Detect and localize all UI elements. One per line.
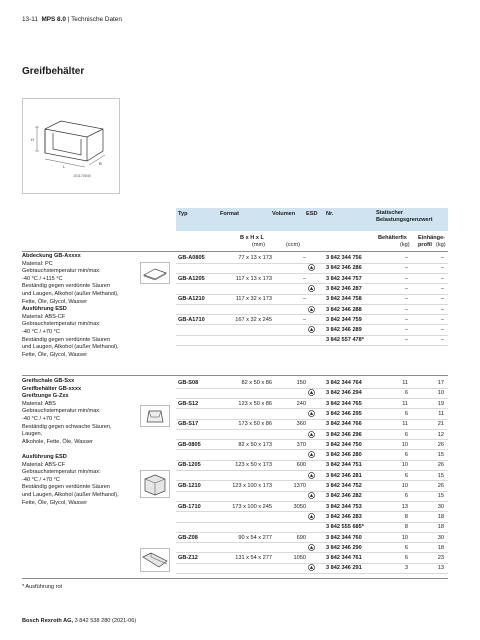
table-row [176, 543, 448, 553]
cell-einhaengeprofil: 18 [437, 513, 444, 520]
cell-nr: 3 842 344 766 [326, 421, 362, 428]
table-row [176, 553, 448, 563]
cell-einhaengeprofil: 26 [437, 462, 444, 469]
cell-typ: GB-0805 [178, 441, 201, 448]
tongue-thumbnail [140, 548, 170, 572]
description-line: Beständig gegen schwache Säuren, [22, 423, 112, 430]
cell-nr: 3 842 346 295 [326, 410, 362, 417]
description-line: -40 °C / +115 °C [22, 275, 63, 282]
cell-format: 167 x 32 x 245 [235, 316, 272, 323]
cell-nr: 3 842 346 281 [326, 472, 362, 479]
description-line: Material: ABS [22, 400, 56, 407]
cell-typ: GB-S12 [178, 400, 199, 407]
cell-format: 77 x 13 x 173 [238, 255, 272, 261]
table-row [176, 253, 448, 263]
cell-typ: GB-S08 [178, 380, 199, 386]
cell-volumen: 1370 [293, 483, 306, 489]
col-kg1: (kg) [400, 242, 410, 248]
cell-einhaengeprofil: 30 [437, 534, 444, 541]
cell-nr: 3 842 344 750 [326, 441, 362, 448]
col-format: Format [220, 211, 239, 217]
cell-typ: GB-Z12 [178, 555, 198, 562]
cell-typ: GB-1710 [178, 503, 201, 510]
cell-behaelterfix: 11 [402, 400, 408, 407]
description-line: Material: ABS-CF [22, 313, 66, 320]
table-row [176, 450, 448, 460]
svg-text:B: B [99, 161, 102, 166]
col-typ: Typ [178, 211, 188, 217]
description-line: Beständig gegen verdünnte Säuren [22, 336, 111, 343]
description-line: und Laugen, Alkohol (außer Methanol), [22, 491, 119, 498]
cell-einhaengeprofil: 15 [437, 493, 444, 500]
cell-einhaengeprofil: – [440, 296, 444, 303]
table-row [176, 274, 448, 284]
cell-behaelterfix: 6 [404, 493, 408, 500]
cell-einhaengeprofil: – [440, 327, 444, 334]
cell-nr: 3 842 344 758 [326, 296, 362, 303]
cell-volumen: 360 [296, 421, 306, 428]
description-line: -40 °C / +70 °C [22, 415, 60, 422]
table-row [176, 335, 448, 345]
cell-volumen: 3050 [293, 503, 306, 510]
cell-behaelterfix: 8 [404, 524, 408, 531]
table-row [176, 502, 448, 512]
table-row [176, 471, 448, 481]
cell-format: 123 x 50 x 86 [238, 400, 272, 407]
cell-format: 82 x 50 x 173 [238, 441, 272, 448]
cell-volumen: 1050 [293, 555, 306, 562]
cell-behaelterfix: 10 [401, 462, 408, 469]
cell-format: 90 x 54 x 277 [238, 534, 272, 541]
description-line: Ausführung ESD [22, 453, 67, 460]
cell-nr: 3 842 344 759 [326, 316, 362, 323]
description-line: Fette, Öle, Glycol, Wasser [22, 351, 88, 358]
cell-format: 173 x 50 x 86 [238, 421, 272, 428]
cell-nr: 3 842 344 761 [326, 555, 362, 562]
figure-caption: 101170640 [73, 174, 91, 178]
table-row [176, 512, 448, 522]
cell-format: 123 x 50 x 173 [235, 462, 272, 469]
cell-nr: 3 842 344 765 [326, 400, 362, 407]
cell-behaelterfix: – [404, 316, 408, 323]
product-name: MPS 8.0 [41, 16, 66, 23]
cell-behaelterfix: 6 [404, 390, 408, 397]
cell-einhaengeprofil: 19 [437, 400, 444, 407]
cell-typ: GB-1205 [178, 462, 201, 469]
col-static-load: Statischer Belastungsgrenzwert [376, 210, 433, 224]
cell-volumen: 600 [296, 462, 306, 469]
table-row [176, 430, 448, 440]
description-line: Greifbehälter GB-xxxx [22, 385, 82, 392]
col-profil: profil [418, 242, 432, 248]
cell-einhaengeprofil: 17 [437, 380, 444, 386]
cell-nr: 3 842 346 287 [326, 285, 362, 292]
cell-einhaengeprofil: – [440, 337, 444, 344]
cell-behaelterfix: – [404, 296, 408, 303]
cell-nr: 3 842 346 296 [326, 431, 362, 438]
group-description-bins [22, 378, 158, 507]
table-row [176, 440, 448, 450]
description-line: Fette, Öle, Glycol, Wasser [22, 499, 88, 506]
description-line: Gebrauchstemperatur min/max: [22, 408, 101, 415]
cover-icon [141, 263, 169, 283]
table-row [176, 399, 448, 409]
cell-volumen: 690 [296, 534, 306, 541]
cell-einhaengeprofil: – [440, 255, 444, 261]
cell-behaelterfix: 6 [404, 431, 408, 438]
description-line: Alkohole, Fette, Öle, Wasser [22, 438, 93, 445]
cell-behaelterfix: – [404, 337, 408, 344]
cell-behaelterfix: 6 [404, 452, 408, 459]
cell-einhaengeprofil: 18 [437, 524, 444, 531]
cell-einhaengeprofil: 13 [437, 565, 444, 572]
page-number: 13-11 [22, 16, 38, 23]
cell-nr: 3 842 344 760 [326, 534, 362, 541]
cell-behaelterfix: – [404, 285, 408, 292]
cell-einhaengeprofil: – [440, 265, 444, 272]
cell-einhaengeprofil: 21 [437, 421, 444, 428]
cell-behaelterfix: 6 [404, 555, 408, 562]
cell-einhaengeprofil: 23 [437, 555, 444, 562]
group-divider [22, 578, 448, 579]
cell-format: 131 x 54 x 277 [235, 555, 272, 562]
cell-format: 117 x 32 x 173 [235, 296, 272, 303]
cell-einhaengeprofil: 12 [437, 431, 444, 438]
description-line: Greifzunge G-Zxx [22, 393, 69, 400]
cell-einhaengeprofil: 30 [437, 503, 444, 510]
group-description-covers [22, 253, 158, 359]
cell-behaelterfix: – [404, 306, 408, 313]
header-separator: | [67, 16, 70, 23]
cell-volumen: – [302, 316, 306, 323]
cell-nr: 3 842 344 753 [326, 503, 362, 510]
description-line: und Laugen, Alkohol (außer Methanol), [22, 344, 119, 351]
description-line: Material: ABS-CF [22, 461, 66, 468]
bin-thumbnail [140, 470, 170, 498]
cell-behaelterfix: – [404, 255, 408, 261]
col-esd: ESD [306, 211, 318, 217]
cell-behaelterfix: 8 [404, 513, 408, 520]
cell-einhaengeprofil: – [440, 275, 444, 282]
col-kg2: (kg) [436, 242, 446, 248]
page-title: Greifbehälter [22, 66, 85, 77]
description-line: -40 °C / +70 °C [22, 476, 60, 483]
cell-behaelterfix: 11 [402, 380, 408, 386]
cell-behaelterfix: – [404, 327, 408, 334]
table-row [176, 563, 448, 573]
description-line: Gebrauchstemperatur min/max: [22, 321, 101, 328]
cell-nr: 3 842 344 756 [326, 255, 362, 261]
cell-behaelterfix: 6 [404, 472, 408, 479]
cell-volumen: – [302, 255, 306, 261]
cell-einhaengeprofil: – [440, 285, 444, 292]
cell-typ: GB-1210 [178, 483, 201, 489]
table-row [176, 388, 448, 398]
cell-volumen: 370 [296, 441, 306, 448]
cell-volumen: – [302, 296, 306, 303]
col-volumen: Volumen [272, 211, 296, 217]
col-mm: (mm) [252, 242, 266, 248]
cell-behaelterfix: 3 [404, 565, 408, 572]
cell-nr: 3 842 346 286 [326, 265, 362, 272]
footer-company: Bosch Rexroth AG, [22, 618, 74, 624]
cell-typ: GB-A1710 [178, 316, 205, 323]
description-line: Material: PC [22, 260, 53, 267]
cell-behaelterfix: – [404, 265, 408, 272]
cell-nr: 3 842 346 280 [326, 452, 362, 459]
cell-nr: 3 842 344 751 [326, 462, 362, 469]
group-divider [22, 375, 448, 376]
cell-typ: GB-A1205 [178, 275, 205, 282]
description-line: Gebrauchstemperatur min/max: [22, 268, 101, 275]
cell-nr: 3 842 557 478* [326, 337, 364, 344]
cell-behaelterfix: – [404, 275, 408, 282]
cell-format: 82 x 50 x 86 [241, 380, 272, 386]
description-line: Abdeckung GB-Axxxx [22, 253, 81, 259]
cell-nr: 3 842 344 757 [326, 275, 362, 282]
cell-nr: 3 842 346 282 [326, 493, 362, 500]
cell-einhaengeprofil: 11 [438, 410, 444, 417]
table-row [176, 522, 448, 532]
description-line: und Laugen, Alkohol (außer Methanol), [22, 290, 119, 297]
cell-behaelterfix: 10 [401, 441, 408, 448]
cell-behaelterfix: 13 [401, 503, 408, 510]
description-line: Greifschale GB-Sxx [22, 378, 75, 384]
description-line: Ausführung ESD [22, 306, 67, 313]
table-row [176, 491, 448, 501]
cell-einhaengeprofil: – [440, 316, 444, 323]
footnote: * Ausführung rot [22, 584, 63, 590]
footer-doc: 3 842 538 280 (2021-06) [74, 618, 137, 624]
cell-nr: 3 842 555 685* [326, 524, 364, 531]
description-line: Fette, Öle, Glycol, Wasser [22, 298, 88, 305]
cell-behaelterfix: 10 [401, 534, 408, 541]
table-row [176, 378, 448, 388]
table-row [176, 263, 448, 273]
cell-einhaengeprofil: 26 [437, 483, 444, 489]
cell-typ: GB-A0805 [178, 255, 205, 261]
cell-nr: 3 842 344 752 [326, 483, 362, 489]
cell-einhaengeprofil: – [440, 306, 444, 313]
cell-nr: 3 842 346 290 [326, 544, 362, 551]
svg-text:H: H [31, 137, 34, 142]
row-divider [176, 345, 448, 346]
cell-nr: 3 842 344 764 [326, 380, 362, 386]
cell-typ: GB-A1210 [178, 296, 205, 303]
col-behaelterfix: Behälterfix [378, 235, 407, 241]
cell-nr: 3 842 346 291 [326, 565, 362, 572]
cell-nr: 3 842 346 289 [326, 327, 362, 334]
cell-einhaengeprofil: 15 [437, 472, 444, 479]
row-divider [176, 573, 448, 574]
cell-behaelterfix: 10 [401, 483, 408, 489]
cell-typ: GB-Z08 [178, 534, 198, 541]
cell-format: 173 x 100 x 245 [232, 503, 272, 510]
col-ccm: (ccm) [286, 242, 300, 248]
page-footer [22, 618, 136, 624]
cell-format: 123 x 100 x 173 [232, 483, 272, 489]
table-row [176, 419, 448, 429]
product-figure [22, 98, 120, 194]
description-line: Laugen, [22, 431, 43, 438]
col-bhl: B x H x L [240, 235, 264, 241]
cell-behaelterfix: 6 [404, 410, 408, 417]
description-line: Gebrauchstemperatur min/max: [22, 469, 101, 476]
section-name: Technische Daten [71, 16, 122, 23]
table-row [176, 533, 448, 543]
table-row [176, 315, 448, 325]
svg-text:L: L [63, 164, 66, 169]
tray-thumbnail [140, 405, 170, 427]
page-header [22, 16, 122, 23]
bin-drawing-icon [23, 99, 121, 195]
table-row [176, 481, 448, 491]
description-line: -40 °C / +70 °C [22, 328, 60, 335]
table-row [176, 409, 448, 419]
col-nr: Nr. [326, 211, 334, 217]
description-line [22, 446, 158, 454]
col-einhaenge: Einhänge- [418, 235, 446, 241]
bin-icon [141, 471, 169, 497]
cell-behaelterfix: 6 [404, 544, 408, 551]
cell-format: 117 x 13 x 173 [235, 275, 272, 282]
cell-nr: 3 842 346 283 [326, 513, 362, 520]
cell-volumen: 150 [296, 380, 306, 386]
description-line: Beständig gegen verdünnte Säuren [22, 283, 111, 290]
cell-nr: 3 842 346 294 [326, 390, 362, 397]
group-divider [22, 251, 448, 252]
description-line: Beständig gegen verdünnte Säuren [22, 484, 111, 491]
table-row [176, 325, 448, 335]
cell-einhaengeprofil: 26 [437, 441, 444, 448]
tray-icon [141, 406, 169, 426]
cell-volumen: 240 [296, 400, 306, 407]
tongue-icon [141, 549, 169, 571]
cell-typ: GB-S17 [178, 421, 199, 428]
cell-behaelterfix: 11 [402, 421, 408, 428]
cell-einhaengeprofil: 18 [437, 544, 444, 551]
table-row [176, 460, 448, 470]
cell-einhaengeprofil: 10 [437, 390, 444, 397]
cell-volumen: – [302, 275, 306, 282]
cell-einhaengeprofil: 15 [437, 452, 444, 459]
cover-thumbnail [140, 262, 170, 284]
table-row [176, 284, 448, 294]
table-row [176, 305, 448, 315]
table-row [176, 294, 448, 304]
cell-nr: 3 842 346 288 [326, 306, 362, 313]
